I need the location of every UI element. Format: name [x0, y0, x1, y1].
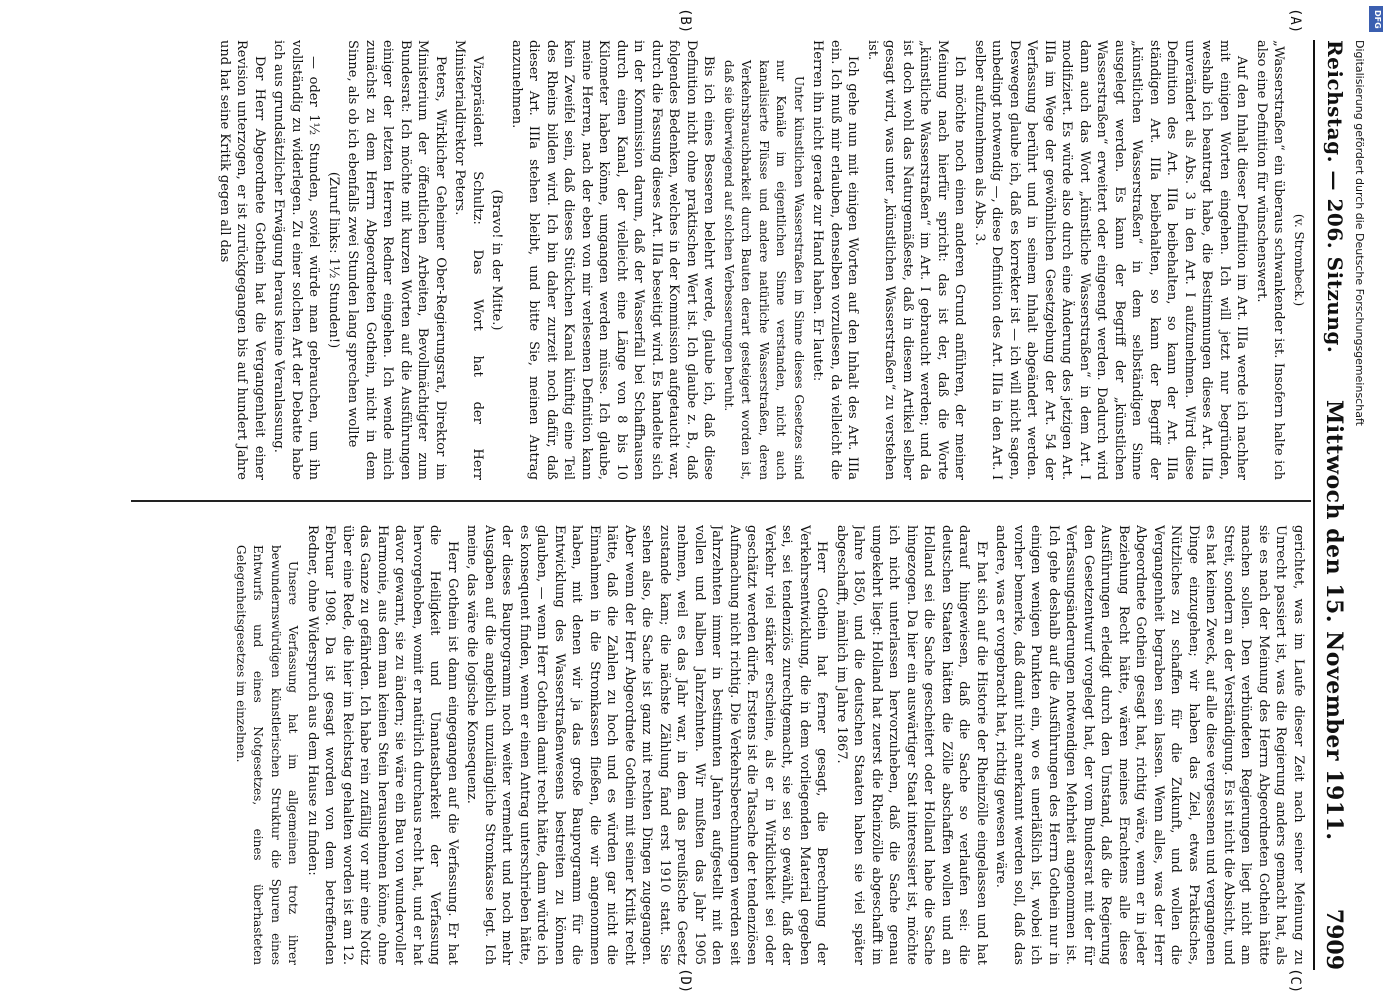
- paragraph: Herr Gothein hat ferner gesagt, die Berechnung der Verkehrsentwicklung, die in dem vorliegenden Material gegeben sei, sei tendenziös zurechtgemacht, sie sei so gewählt, daß der Verkehr viel stärker erscheine, als er in Wirklichkeit sei oder geschätzt werden dürfe. Erstens ist die Tatsache der tendenziösen Aufmachung nicht richtig. Die Verkehrsberechnungen werden seit Jahrzehnten immer in bestimmten Jahren aufgestellt mit den vollen und halben Jahrzehnten. Wir mußten das Jahr 1905 nehmen, weil es das Jahr war, in dem das preußische Gesetz zustande kam; die nächste Zählung fand erst 1910 statt. Sie sehen also, die Sache ist ganz mit rechten Dingen zugegangen. Aber wenn der Herr Abgeordnete Gothein mit seiner Kritik recht hätte, daß die Zahlen zu hoch und es würden gar nicht die Einnahmen in die Stromkassen fließen, die wir angenommen haben, mit denen wir ja das große Bauprogramm für die Entwicklung des Wasserstraßenwesens bestreiten zu können glauben, — wenn Herr Gothein damit recht hätte, dann würde ich es konsequent finden, wenn er einen Antrag unterschrieben hätte, der dieses Bauprogramm noch weiter vermehrt und noch mehr Ausgaben auf die angeblich unzulängliche Stromkasse legt. Ich meine, das wäre die logische Konsequenz.: [464, 525, 830, 965]
- right-column: [107, 525, 1307, 965]
- paragraph: Ich möchte noch einen anderen Grund anführen, der meiner Meinung nach hierfür spricht: das ist der, daß die Worte „künstliche Wasserstraßen“ im Art. I gebraucht werden; und da ist doch wohl das Naturgemäßeste, daß in diesem Artikel selber gesagt wird, was unter „künstlichen Wasserstraßen“ zu verstehen ist.: [865, 40, 968, 480]
- paragraph: Vizepräsident Schultz: Das Wort hat der Herr Ministerialdirektor Peters.: [452, 40, 485, 480]
- column-divider: [131, 500, 1311, 502]
- page-header: [1313, 40, 1355, 970]
- digitization-credit: Digitalisierung gefördert durch die Deutsche Forschungsgemeinschaft: [1353, 40, 1366, 426]
- header-date: Mittwoch den 15. November 1911.: [1321, 400, 1347, 841]
- header-left: Reichstag. — 206. Sitzung.: [1323, 40, 1347, 354]
- paragraph: Der Herr Abgeordnete Gothein hat die Vergangenheit einer Revision unterzogen, er ist zurückgegangen bis auf hundert Jahre und hat seine Kritik gegen all das: [217, 40, 267, 480]
- paragraph: Auf den Inhalt dieser Definition im Art. IIIa werde ich nachher mit einigen Worten eingehen. Ich will jetzt nur begründen, weshalb ich beantragt habe, die Bestimmungen dieses Art. IIIa unverändert als Abs. 3 in den Art. I aufzunehmen. Wird diese Definition des Art. IIIa beibehalten, so kann der Art. IIIa ständigen Art. IIIa beibehalten, so kann der Begriff der „künstlichen Wasserstraßen“ in dem selbständigen Sinne ausgelegt werden. Es kann der Begriff der „künstlichen Wasserstraßen“ erweitert oder eingeengt werden. Dadurch wird dann auch das Wort „künstliche Wasserstraßen“ in dem Art. I modifiziert. Es würde also durch eine Änderung des jetzigen Art. IIIa im Wege der gewöhnlichen Gesetzgebung der Art. 54 der Verfassung berührt und in seinem Inhalt abgeändert werden. Deswegen glaube ich, daß es korrekter ist — ich will nicht sagen, unbedingt notwendig —, diese Definition des Art. IIIa in den Art. I selber aufzunehmen als Abs. 3.: [972, 40, 1250, 480]
- marker-d: (D): [677, 968, 693, 994]
- paragraph: Herr Gothein ist dann eingegangen auf die Verfassung. Er hat die Heiligkeit und Unantastbarkeit der Verfassung hervorgehoben, womit er natürlich durchaus recht hat, und er hat davor gewarnt, sie zu ändern; sie wäre ein Bau von wundervoller Harmonie, aus dem man keinen Stein herausnehmen könne, ohne das Ganze zu gefährden. Ich habe rein zufällig vor mir eine Notiz über eine Rede, die hier im Reichstag gehalten worden ist am 12. Februar 1908. Da ist gesagt worden von dem betreffenden Redner, ohne Widerspruch aus dem Hause zu finden:: [305, 525, 460, 965]
- interjection: (Zuruf links: 1½ Stunden!): [326, 171, 341, 349]
- paragraph: Ich gehe nun mit einigen Worten auf den Inhalt des Art. IIIa ein. Ich muß mir erlauben, denselben vorzulesen, da vielleicht die Herren ihn nicht gerade zur Hand haben. Er lautet:: [810, 40, 861, 480]
- paragraph: gerichtet, was im Laufe dieser Zeit nach seiner Meinung zu Unrecht passiert ist, was die Regierung anders gemacht hat, als sie es nach der Meinung des Herrn Abgeordneten Gothein hätte machen sollen. Den verbündeten Regierungen liegt nicht am Streit, sondern an der Verständigung. Es ist nicht die Absicht, und es hat keinen Zweck, auf alle diese vergessenen und vergangenen Dinge einzugehen; wir haben das Ziel, etwas Praktisches, Nützliches zu schaffen für die Zukunft, und wollen die Vergangenheit begraben sein lassen. Wenn alles, was der Herr Abgeordnete Gothein gesagt hat, richtig wäre, wenn er in jeder Beziehung Recht hätte, wären meines Erachtens alle diese Ausführungen erledigt durch den Umstand, daß die Regierung den Gesetzentwurf vorgelegt hat, der vom Bundesrat mit der für Verfassungsänderungen notwendigen Mehrheit angenommen ist. Ich gehe deshalb auf die Ausführungen des Herrn Gothein nur in einigen wenigen Punkten ein, wo es unerläßlich ist, wobei ich vorher bemerke, daß damit nicht anerkannt werden soll, daß das andere, was er vorgebracht hat, richtig gewesen wäre.: [993, 525, 1306, 965]
- paragraph: Peters, Wirklicher Geheimer Ober-Regierungsrat, Direktor im Ministerium der öffentlichen Arbeiten, Bevollmächtigter zum Bundesrat: Ich möchte mit kurzen Worten auf die Ausführungen einiger der letzten Herren Redner eingehen. Ich wende mich zunächst zu dem Herrn Abgeordneten Gothein, nicht in dem Sinne, als ob ich ebenfalls zwei Stunden lang sprechen wollte: [345, 40, 448, 480]
- paragraph: — oder 1½ Stunden, soviel würde man gebrauchen, um ihn vollständig zu widerlegen. Zu einer solchen Art der Debatte habe ich aus grundsätzlicher Erwägung heraus keine Veranlassung.: [271, 40, 322, 480]
- quoted-passage: Unsere Verfassung hat im allgemeinen trotz ihrer bewundernswürdigen künstlerischen Struktur die Spuren eines Entwurfs und eines Notgesetzes, eines überhasteten Gelegenheitsgesetzes im einzelnen.: [234, 545, 301, 965]
- paragraph: Er hat sich auf die Historie der Rheinzölle eingelassen und hat darauf hingewiesen, daß die Sache so verlaufen sei: die deutschen Staaten hätten die Zölle abschaffen wollen und an Holland sei die Sache gescheitert oder Holland habe die Sache hingezogen. Da hier ein auswärtiger Staat interessiert ist, möchte ich nicht unterlassen hervorzuheben, daß die Sache genau umgekehrt liegt: Holland hat zuerst die Rheinzölle abgeschafft im Jahre 1850, und die deutschen Staaten haben sie viel später abgeschafft, nämlich im Jahre 1867.: [834, 525, 989, 965]
- marker-b: (B): [677, 8, 693, 34]
- paragraph: „Wasserstraßen“ ein überaus schwankender ist. Insofern halte ich also eine Definition für wünschenswert.: [1254, 40, 1287, 480]
- quoted-article: Unter künstlichen Wasserstraßen im Sinne dieses Gesetzes sind nur Kanäle im eigentlichen Sinne verstanden, nicht auch kanalisierte Flüsse und andere natürliche Wasserstraßen, deren Verkehrsbrauchbarkeit durch Bauten derart gesteigert worden ist, daß sie überwiegend auf solchen Verbesserungen beruht.: [722, 60, 806, 480]
- dfg-logo-text: DFG: [1373, 10, 1382, 29]
- page-number: 7909: [1321, 908, 1347, 970]
- marker-c: (C): [1287, 968, 1303, 994]
- marker-a: (A): [1287, 8, 1303, 34]
- left-column: [107, 40, 1307, 480]
- dfg-logo: [1369, 6, 1383, 32]
- interjection: (Bravo! in der Mitte.): [489, 189, 505, 331]
- paragraph: Bis ich eines Besseren belehrt werde, glaube ich, daß diese Definition nicht ohne praktischen Wert ist. Ich glaube z. B., daß folgendes Bedenken, welches in der Kommission aufgetaucht war, durch die Fassung dieses Art. IIIa beseitigt wird. Es handelte sich in der Kommission darum, daß der Wasserfall bei Schaffhausen durch einen Kanal, der vielleicht eine Länge von 8 bis 10 Kilometer haben könne, umgangen werden müsse. Ich glaube, meine Herren, nach der eben von mir verlesenen Definition kann kein Zweifel sein, daß dieses Stückchen Kanal künftig eine Teil des Rheins bilden wird. Ich bin daher zurzeit noch dafür, daß dieser Art. IIIa stehen bleibt, und bitte Sie, meinen Antrag anzunehmen.: [509, 40, 717, 480]
- speaker-continuation: (v. Strombeck.): [1292, 213, 1306, 307]
